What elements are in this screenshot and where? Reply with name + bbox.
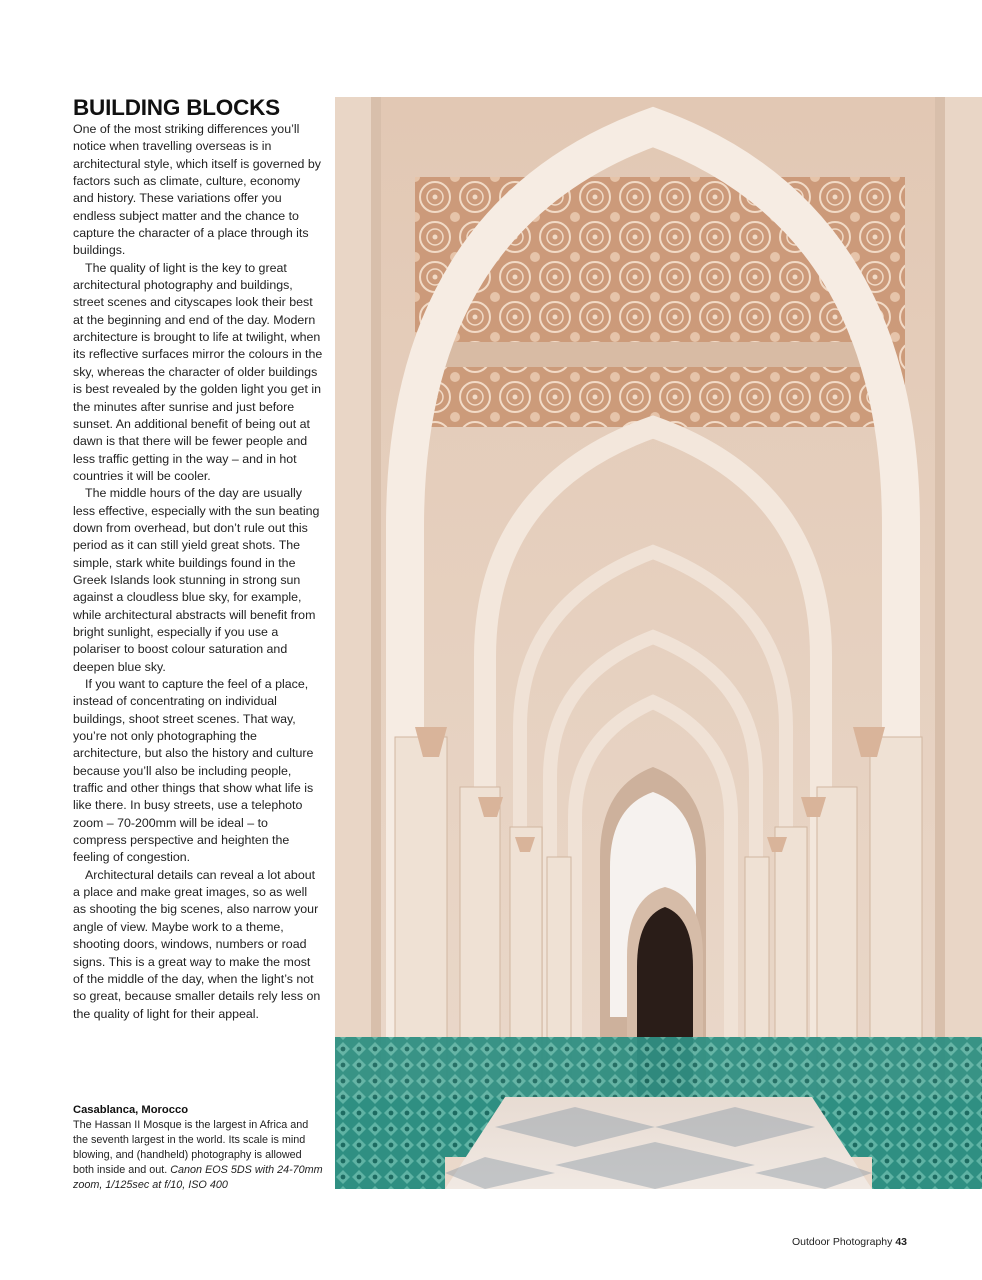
mosque-arcade-illustration xyxy=(335,97,982,1189)
caption-title: Casablanca, Morocco xyxy=(73,1104,189,1116)
caption-text xyxy=(73,1118,323,1193)
body-paragraph: The quality of light is the key to great architectural photography and buildings, street scenes and cityscapes look their best at the beginning and end of the day. Modern architecture is brought to life at twilight, when its reflective surfaces mirror the colours in the sky, whereas the character of older buildings is best revealed by the golden light you get in the minutes after sunrise and just before sunset. An additional benefit of being out at dawn is that there will be fewer people and less traffic getting in the way – and in hot countries it will be cooler. xyxy=(73,260,323,483)
body-paragraph: Architectural details can reveal a lot about a place and make great images, so as well as shooting the big scenes, also narrow your angle of view. Maybe work to a theme, shooting doors, windows, numbers or road signs. This is a great way to make the most of the middle of the day, when the light’s not so great, because smaller details rely less on the quality of light for their appeal. xyxy=(73,867,321,1021)
page-footer xyxy=(792,1236,907,1248)
body-paragraph: One of the most striking differences you’ll notice when travelling overseas is in architectural style, which itself is governed by factors such as climate, culture, economy and history. These variations offer you endless subject matter and the chance to capture the character of a place through its buildings. xyxy=(73,122,321,258)
mosque-arcade-photo xyxy=(335,97,982,1189)
publication-name: Outdoor Photography xyxy=(791,1236,893,1248)
article-column xyxy=(73,95,323,1023)
caption-description: The Hassan II Mosque is the largest in Africa and the seventh largest in the world. Its scale is mind blowing, and (handheld) photography is allowed both inside and out. xyxy=(73,1119,309,1177)
article-heading: BUILDING BLOCKS xyxy=(73,95,280,120)
page-number: 43 xyxy=(895,1236,907,1248)
body-paragraph: If you want to capture the feel of a place, instead of concentrating on individual buildings, shoot street scenes. That way, you’re not only photographing the architecture, but also the history and culture because you’ll also be including people, traffic and other things that show what life is like there. In busy streets, use a telephoto zoom – 70-200mm will be ideal – to compress perspective and heighten the feeling of congestion. xyxy=(73,677,314,865)
caption-camera-credit: Canon EOS 5DS with 24-70mm zoom, 1/125sec at f/10, ISO 400 xyxy=(73,1164,323,1192)
photo-caption xyxy=(73,1103,323,1193)
article-body xyxy=(73,121,323,1023)
body-paragraph: The middle hours of the day are usually less effective, especially with the sun beating down from overhead, but don’t rule out this period as it can still yield great shots. The simple, stark white buildings found in the Greek Islands look stunning in strong sun against a cloudless blue sky, for example, while architectural abstracts will benefit from bright sunlight, especially if you use a polariser to boost colour saturation and deepen blue sky. xyxy=(73,486,320,674)
